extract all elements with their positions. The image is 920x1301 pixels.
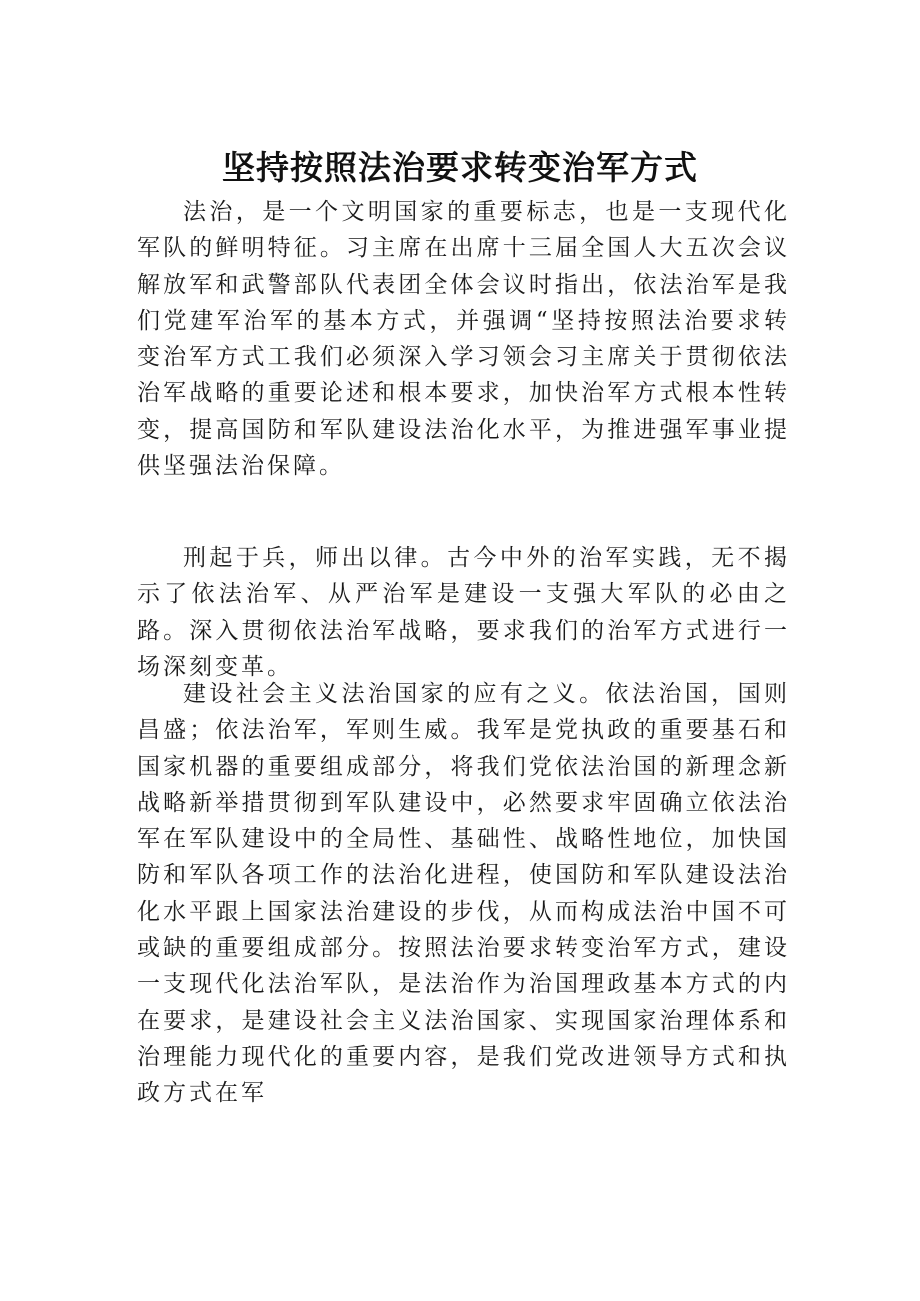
document-title: 坚持按照法治要求转变治军方式 xyxy=(222,148,698,187)
paragraph-2: 刑起于兵，师出以律。古今中外的治军实践，无不揭示了依法治军、从严治军是建设一支强大军队的必由之路。深入贯彻依法治军战略，要求我们的治军方式进行一场深刻变革。 xyxy=(137,545,790,680)
paragraph-1: 法治，是一个文明国家的重要标志，也是一支现代化军队的鲜明特征。习主席在出席十三届全国人大五次会议解放军和武警部队代表团全体会议时指出，依法治军是我们党建军治军的基本方式，并强调“坚持按照法治要求转变治军方式工我们必须深入学习领会习主席关于贯彻依法治军战略的重要论述和根本要求，加快治军方式根本性转变，提高国防和军队建设法治化水平，为推进强军事业提供坚强法治保障。 xyxy=(137,199,790,480)
paragraph-3: 建设社会主义法治国家的应有之义。依法治国，国则昌盛；依法治军，军则生威。我军是党执政的重要基石和国家机器的重要组成部分，将我们党依法治国的新理念新战略新举措贯彻到军队建设中，必然要求牢固确立依法治军在军队建设中的全局性、基础性、战略性地位，加快国防和军队各项工作的法治化进程，使国防和军队建设法治化水平跟上国家法治建设的步伐，从而构成法治中国不可或缺的重要组成部分。按照法治要求转变治军方式，建设一支现代化法治军队，是法治作为治国理政基本方式的内在要求，是建设社会主义法治国家、实现国家治理体系和治理能力现代化的重要内容，是我们党改进领导方式和执政方式在军 xyxy=(137,681,790,1107)
